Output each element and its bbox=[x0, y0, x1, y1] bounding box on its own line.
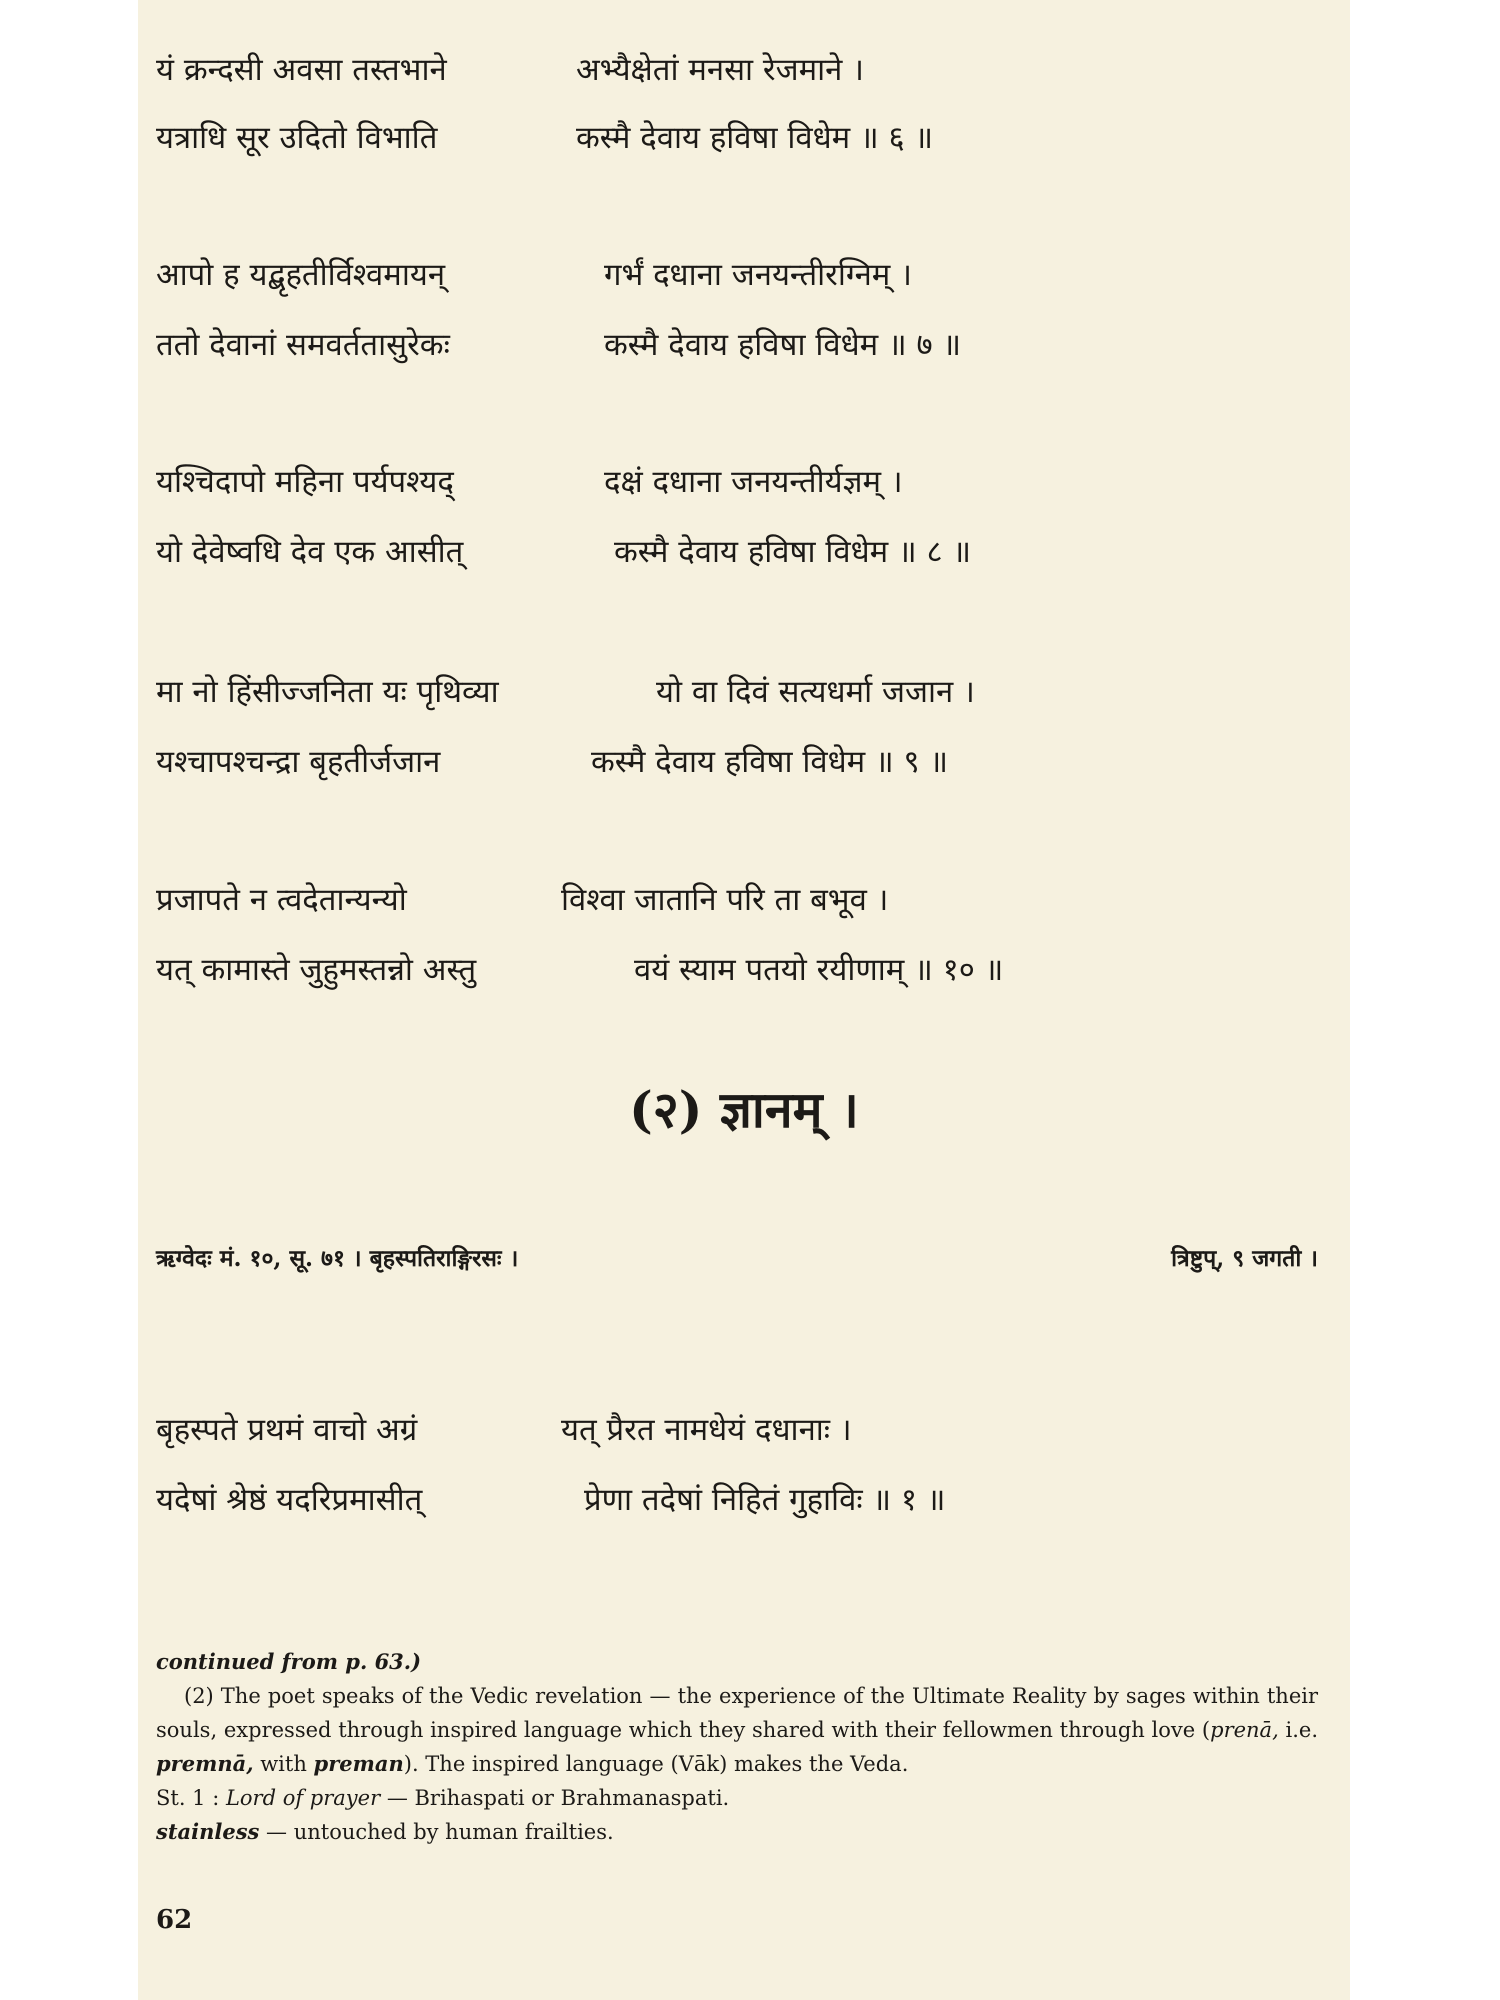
verse-first-half: यत्राधि सूर उदितो विभाति bbox=[156, 120, 438, 156]
verse-second-half: यत् प्रैरत नामधेयं दधानाः । bbox=[561, 1412, 852, 1448]
verse-first-half: आपो ह यद्बृहतीर्विश्वमायन् bbox=[156, 257, 446, 293]
verse-first-half: यश्चापश्चन्द्रा बृहतीर्जजान bbox=[156, 744, 441, 780]
note-term: stainless bbox=[156, 1819, 260, 1844]
verse-second-half: कस्मै देवाय हविषा विधेम ॥ ७ ॥ bbox=[604, 327, 962, 363]
verse-first-half: यदेषां श्रेष्ठं यदरिप्रमासीत् bbox=[156, 1482, 423, 1518]
note-term: Lord of prayer bbox=[225, 1786, 381, 1810]
note-text: — untouched by human frailties. bbox=[259, 1820, 614, 1844]
verse-first-half: यं क्रन्दसी अवसा तस्तभाने bbox=[156, 52, 447, 88]
verse-second-half: यो वा दिवं सत्यधर्मा जजान । bbox=[656, 674, 975, 710]
stainless-note bbox=[156, 1815, 1318, 1849]
stanza-label: St. 1 : bbox=[156, 1786, 226, 1810]
continued-note: continued from p. 63.) bbox=[156, 1649, 422, 1674]
verse-second-half: कस्मै देवाय हविषा विधेम ॥ ८ ॥ bbox=[614, 534, 972, 570]
verse-first-half: बृहस्पते प्रथमं वाचो अग्रं bbox=[156, 1412, 418, 1448]
verse-first-half: ततो देवानां समवर्ततासुरेकः bbox=[156, 327, 450, 363]
note-term: preman bbox=[313, 1751, 404, 1776]
verse-second-half: कस्मै देवाय हविषा विधेम ॥ ६ ॥ bbox=[576, 120, 934, 156]
note-text: with bbox=[253, 1752, 314, 1776]
verse-second-half: विश्वा जातानि परि ता बभूव । bbox=[561, 882, 889, 918]
hymn-metre: त्रिष्टुप्, ९ जगती । bbox=[1171, 1245, 1318, 1272]
note-paragraph bbox=[156, 1679, 1318, 1781]
section-heading: (२) ज्ञानम् । bbox=[629, 1080, 859, 1139]
page-number: 62 bbox=[156, 1905, 193, 1935]
footnotes bbox=[156, 1645, 1318, 1849]
verse-second-half: दक्षं दधाना जनयन्तीर्यज्ञम् । bbox=[604, 464, 903, 500]
verse-first-half: यो देवेष्वधि देव एक आसीत् bbox=[156, 534, 464, 570]
note-text: (2) The poet speaks of the Vedic revelation — the experience of the Ultimate Reality by sages within their souls, expressed through inspired language which they shared with their fellowmen through love ( bbox=[156, 1684, 1318, 1742]
verse-first-half: यत् कामास्ते जुहुमस्तन्नो अस्तु bbox=[156, 952, 477, 988]
verse-first-half: यश्चिदापो महिना पर्यपश्यद् bbox=[156, 464, 454, 500]
verse-second-half: वयं स्याम पतयो रयीणाम् ॥ १० ॥ bbox=[634, 952, 1004, 988]
verse-second-half: अभ्यैक्षेतां मनसा रेजमाने । bbox=[576, 52, 864, 88]
note-term: premnā, bbox=[156, 1751, 254, 1776]
verse-first-half: प्रजापते न त्वदेतान्यन्यो bbox=[156, 882, 407, 918]
note-text: — Brihaspati or Brahmanaspati. bbox=[380, 1786, 730, 1810]
stanza-note bbox=[156, 1781, 1318, 1815]
verse-second-half: गर्भं दधाना जनयन्तीरग्निम् । bbox=[604, 257, 912, 293]
verse-first-half: मा नो हिंसीज्जनिता यः पृथिव्या bbox=[156, 674, 499, 710]
book-page bbox=[138, 0, 1350, 2000]
note-text: i.e. bbox=[1278, 1718, 1319, 1742]
verse-second-half: कस्मै देवाय हविषा विधेम ॥ ९ ॥ bbox=[591, 744, 949, 780]
hymn-source: ऋग्वेदः मं. १०, सू. ७१ । बृहस्पतिराङ्गिरसः । bbox=[156, 1245, 519, 1272]
note-text: ). The inspired language (Vāk) makes the Veda. bbox=[403, 1752, 909, 1776]
verse-second-half: प्रेणा तदेषां निहितं गुहाविः ॥ १ ॥ bbox=[584, 1482, 946, 1518]
note-term: prenā, bbox=[1210, 1718, 1279, 1742]
